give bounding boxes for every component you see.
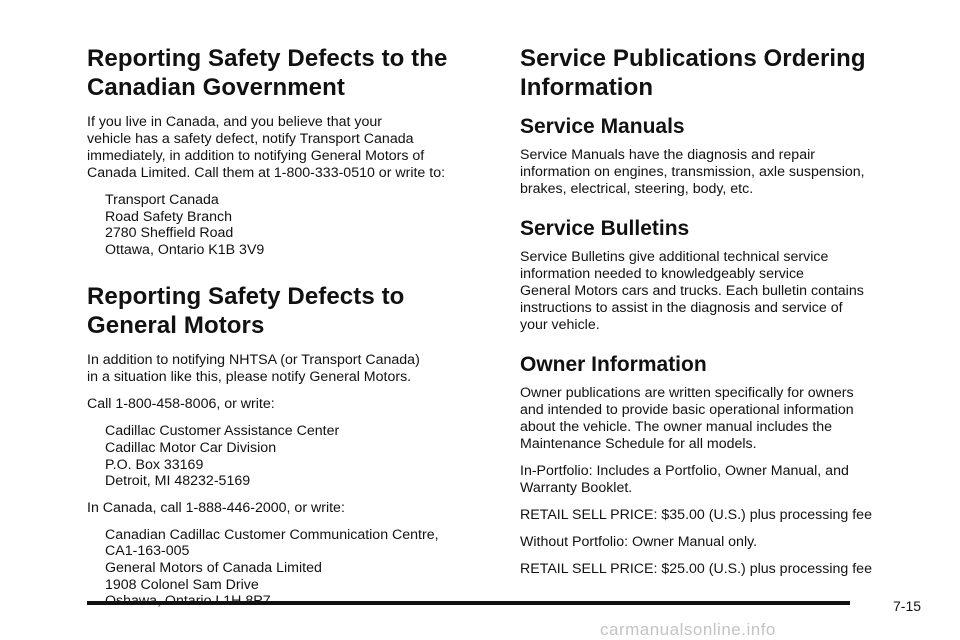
heading-service-bulletins: Service Bulletins xyxy=(520,217,690,240)
left-column xyxy=(87,44,492,620)
heading-owner-information: Owner Information xyxy=(520,353,707,376)
us-call-line: Call 1-800-458-8006, or write: xyxy=(87,396,275,413)
service-bulletins-paragraph: Service Bulletins give additional technical service information needed to knowledgeably service General Motors cars and trucks. Each bulletin contains instructions to assist in the diagnosis and service of your vehicle. xyxy=(520,249,864,333)
watermark-text: carmanualsonline.info xyxy=(600,620,776,639)
heading-general-motors: Reporting Safety Defects to General Motors xyxy=(87,283,405,340)
without-portfolio-paragraph: Without Portfolio: Owner Manual only. xyxy=(520,534,758,550)
footer-rule xyxy=(87,601,850,605)
canada-call-line: In Canada, call 1-888-446-2000, or write: xyxy=(87,499,345,516)
gm-intro-paragraph: In addition to notifying NHTSA (or Transport Canada) in a situation like this, please notify General Motors. xyxy=(87,352,420,386)
page-number: 7-15 xyxy=(893,598,922,614)
right-column xyxy=(520,44,930,588)
owner-information-paragraph: Owner publications are written specifically for owners and intended to provide basic operational information about the vehicle. The owner manual includes the Maintenance Schedule for all models. xyxy=(520,385,854,452)
heading-service-publications: Service Publications Ordering Information xyxy=(520,45,866,101)
us-cadillac-address: Cadillac Customer Assistance Center Cadillac Motor Car Division P.O. Box 33169 Detroit, MI 48232-5169 xyxy=(105,423,340,490)
heading-service-manuals: Service Manuals xyxy=(520,115,685,138)
retail-price-without-portfolio: RETAIL SELL PRICE: $25.00 (U.S.) plus processing fee xyxy=(520,561,872,577)
heading-canadian-government: Reporting Safety Defects to the Canadian Government xyxy=(87,45,448,101)
retail-price-in-portfolio: RETAIL SELL PRICE: $35.00 (U.S.) plus processing fee xyxy=(520,507,872,523)
transport-canada-address: Transport Canada Road Safety Branch 2780 Sheffield Road Ottawa, Ontario K1B 3V9 xyxy=(105,192,265,258)
canada-cadillac-address: Canadian Cadillac Customer Communication Centre, CA1-163-005 General Motors of Canada Limited 1908 Colonel Sam Drive xyxy=(105,526,439,593)
in-portfolio-paragraph: In-Portfolio: Includes a Portfolio, Owner Manual, and Warranty Booklet. xyxy=(520,463,849,496)
canada-intro-paragraph: If you live in Canada, and you believe that your vehicle has a safety defect, notify Transport Canada immediately, in addition to notifying General Motors of Canada Limited. Call them at 1-800-333-0510 or write to: xyxy=(87,114,446,181)
service-manuals-paragraph: Service Manuals have the diagnosis and repair information on engines, transmission, axle suspension, brakes, electrical, steering, body, etc. xyxy=(520,147,865,197)
